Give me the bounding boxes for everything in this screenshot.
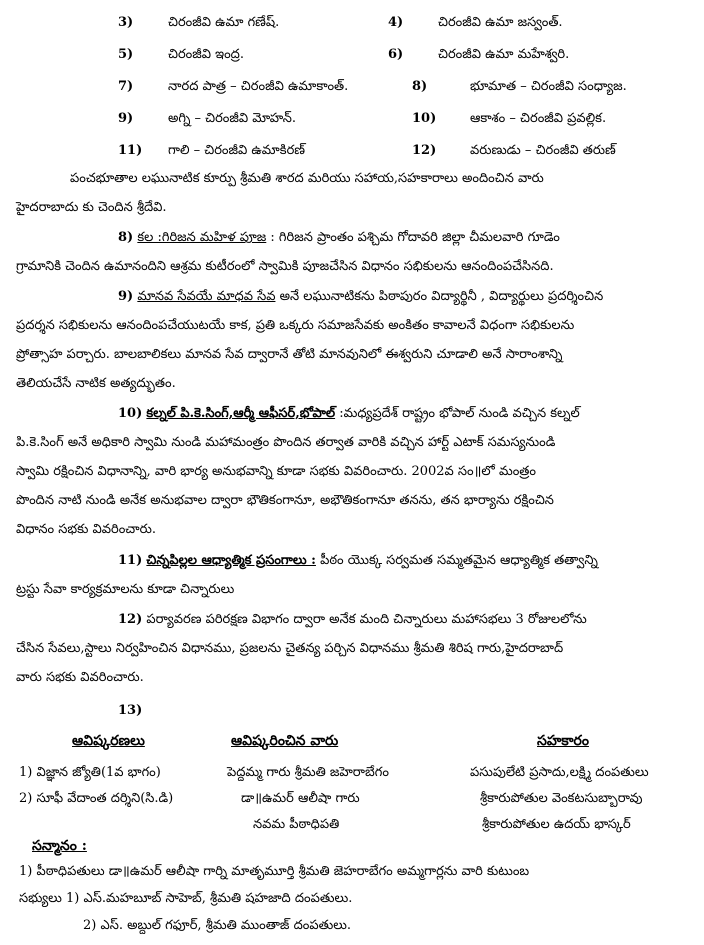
- list-number: 11): [118, 143, 143, 158]
- list-number: 6): [388, 47, 404, 62]
- paragraph-line: స్వామి రక్షించిన విధానాన్ని, వారి భార్య అనుభవాన్ని కూడా సభకు వివరించారు. 2002వ సం॥లో మంత్రం: [16, 464, 536, 479]
- paragraph-line: పి.కె.సింగ్ అనే అధికారి స్వామి నుండి మహామంత్రం పొందిన తర్వాత వారికి వచ్చిన హార్ట్ ఎటాక్ సమస్యనుండి: [16, 435, 556, 450]
- item-number: 9): [118, 289, 134, 304]
- paragraph-line: పంచభూతాల లఘునాటిక కూర్పు శ్రీమతి శారద మరియు సహాయ,సహకారాలు అందించిన వారు: [70, 171, 544, 186]
- item-12-line: [118, 610, 587, 630]
- item-text: పీఠం యొక్క సర్వమత సమ్మతమైన ఆధ్యాత్మిక తత్వాన్ని: [315, 553, 598, 568]
- table-cell: శ్రీకారుపోతుల ఉదయ్ భాస్కర్: [482, 817, 631, 832]
- list-item: చిరంజీవి ఇంద్ర.: [168, 47, 244, 62]
- list-item: చిరంజీవి ఉమా జస్వంత్.: [438, 15, 563, 30]
- item-number: 10): [118, 406, 143, 421]
- paragraph-line: చేసిన సేవలు,స్టాలు నిర్వహించిన విధానము, ప్రజలను చైతన్య పర్చిన విధానము శ్రీమతి శిరిష గారు,హైదరాబాద్: [16, 641, 564, 656]
- item-8-line: [118, 228, 560, 248]
- item-text: :మధ్యప్రదేశ్ రాష్ట్రం భోపాల్ నుండి వచ్చిన కల్నల్: [335, 406, 580, 421]
- item-text: అనే లఘునాటికను పిఠాపురం విద్యార్థినీ , విద్యార్థులు ప్రదర్శించిన: [275, 289, 604, 304]
- table-cell: 1) విజ్ఞాన జ్యోతి(1వ భాగం): [19, 765, 161, 780]
- item-9-line: [118, 287, 603, 307]
- item-text: పర్యావరణ పరిరక్షణ విభాగం ద్వారా అనేక మంది చిన్నారులు మహాసభలు 3 రోజులలోను: [142, 612, 587, 627]
- item-number: 13): [118, 703, 143, 718]
- list-number: 10): [412, 111, 437, 126]
- list-number: 7): [118, 79, 134, 94]
- list-item: వరుణుడు – చిరంజీవి తరుణ్: [470, 143, 616, 158]
- item-title: మానవ సేవయే మాధవ సేవ: [137, 289, 276, 304]
- paragraph-line: సభ్యులు 1) ఎస్.మహబూబ్ సాహెబ్, శ్రీమతి షహజాది దంపతులు.: [19, 891, 353, 906]
- item-title: కల :గిరిజన మహిళ పూజ: [137, 230, 267, 245]
- table-cell: 2) సూఫీ వేదాంత దర్శిని(సి.డి): [19, 791, 174, 806]
- paragraph-line: వారు సభకు వివరించారు.: [16, 670, 144, 685]
- paragraph-line: పొందిన నాటి నుండి అనేక అనుభవాల ద్వారా భౌతికంగానూ, అభౌతికంగానూ తనను, తన భార్యాను రక్షించిన: [16, 493, 554, 508]
- item-title: చిన్నపిల్లల ఆధ్యాత్మిక ప్రసంగాలు :: [146, 553, 316, 568]
- table-cell: డా॥ఉమర్ ఆలీషా గారు: [241, 791, 360, 806]
- list-item: చిరంజీవి ఉమా మహేశ్వరి.: [438, 47, 570, 62]
- list-item: భూమాత – చిరంజీవి సంధ్యాజ.: [470, 79, 627, 94]
- table-cell: పసుపులేటి ప్రసాదు,లక్ష్మి దంపతులు: [470, 765, 649, 780]
- list-item: అగ్ని – చిరంజీవి మోహన్.: [168, 111, 296, 126]
- paragraph-line: తెలియచేసే నాటిక అత్యద్భుతం.: [16, 376, 176, 391]
- item-text: : గిరిజన ప్రాంతం పశ్చిమ గోదావరి జిల్లా చీమలవారి గూడెం: [266, 230, 560, 245]
- table-header: ఆవిష్కరణలు: [72, 733, 145, 749]
- list-item: ఆకాశం – చిరంజీవి ప్రవల్లిక.: [470, 111, 607, 126]
- item-number: 11): [118, 553, 143, 568]
- table-header: సహకారం: [537, 733, 589, 749]
- item-number: 8): [118, 230, 134, 245]
- section-heading: సన్మానం :: [32, 838, 87, 854]
- paragraph-line: 1) పీఠాధిపతులు డా॥ఉమర్ ఆలీషా గార్ని మాతృమూర్తి శ్రీమతి జెహరాబేగం అమ్మగార్లను వారి కుటుంబ: [19, 864, 530, 879]
- list-number: 9): [118, 111, 134, 126]
- paragraph-line: ట్రస్టు సేవా కార్యక్రమాలను కూడా చిన్నారులు: [16, 582, 235, 597]
- item-title: కల్నల్ పి.కె.సింగ్,ఆర్మీ ఆఫీసర్,భోపాల్: [146, 406, 336, 421]
- list-item: చిరంజీవి ఉమా గణేష్.: [168, 15, 280, 30]
- table-cell: పెద్దమ్మ గారు శ్రీమతి జహెరాబేగం: [227, 765, 389, 780]
- list-number: 5): [118, 47, 134, 62]
- item-number: 12): [118, 612, 143, 627]
- paragraph-line: గ్రామానికి చెందిన ఉమానందిని ఆశ్రమ కుటీరంలో స్వామికి పూజచేసిన విధానం సభికులను ఆనందింపచేసినది.: [16, 259, 554, 274]
- list-number: 12): [412, 143, 437, 158]
- paragraph-line: హైదరాబాదు కు చెందిన శ్రీదేవి.: [16, 200, 167, 215]
- item-11-line: [118, 551, 598, 571]
- list-item: గాలి – చిరంజీవి ఉమాకిరణ్: [168, 143, 306, 158]
- list-number: 4): [388, 15, 404, 30]
- item-10-line: [118, 404, 580, 424]
- paragraph-line: ప్రోత్సాహ పర్చారు. బాలబాలికలు మానవ సేవ ద్వారానే తోటి మానవునిలో ఈశ్వరుని చూడాలి అనే సారాంశాన్ని: [16, 347, 563, 362]
- table-header: ఆవిష్కరించిన వారు: [231, 733, 339, 749]
- paragraph-line: 2) ఎస్. అబ్దుల్ గఫూర్, శ్రీమతి ముంతాజ్ దంపతులు.: [83, 918, 352, 933]
- paragraph-line: ప్రదర్శన సభికులను ఆనందింపచేయుటయే కాక, ప్రతి ఒక్కరు సమాజసేవకు అంకితం కావాలనే విధంగా సభికులను: [16, 318, 575, 333]
- list-item: నారద పాత్ర – చిరంజీవి ఉమాకాంత్.: [168, 79, 349, 94]
- table-cell: నవమ పీఠాధిపతి: [253, 817, 340, 832]
- table-cell: శ్రీకారుపోతుల వెంకటసుబ్బారావు: [480, 791, 643, 806]
- list-number: 8): [412, 79, 428, 94]
- list-number: 3): [118, 15, 134, 30]
- paragraph-line: విధానం సభకు వివరించారు.: [16, 522, 156, 537]
